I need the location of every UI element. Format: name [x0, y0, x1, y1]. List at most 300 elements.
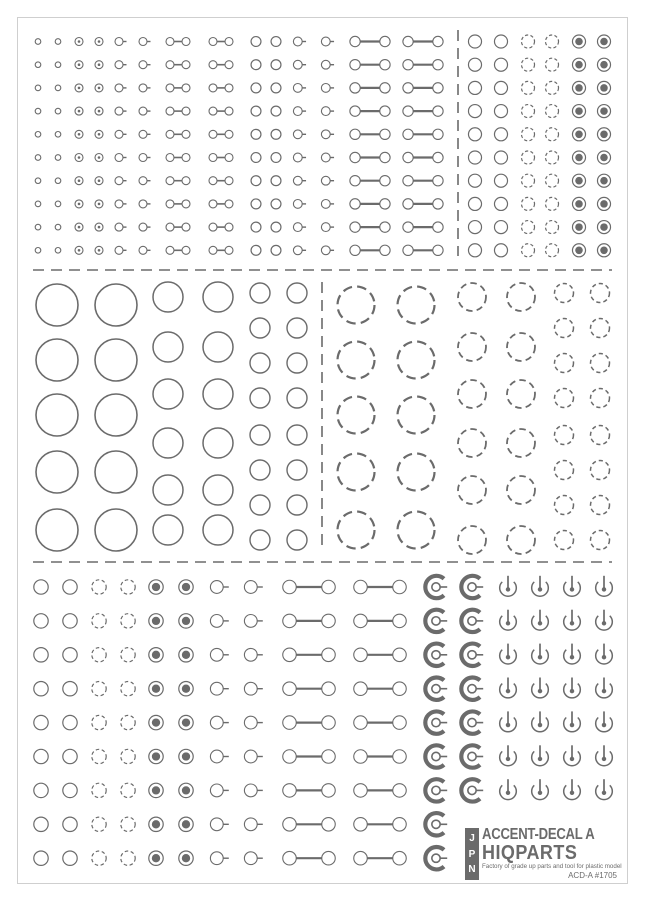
- decal-ring-plain-mark: [271, 199, 281, 209]
- decal-ring-center-dot-mark: [95, 223, 103, 231]
- decal-ring-dashed-mark: [545, 105, 558, 118]
- decal-ring-dashed-mark: [521, 244, 534, 257]
- decal-power-icon-mark: [500, 779, 517, 799]
- product-name: ACCENT-DECAL A: [482, 826, 595, 843]
- jpn-letter-j: J: [469, 832, 475, 844]
- decal-ring-center-dot-mark: [95, 177, 103, 185]
- decal-ring-plain-mark: [494, 128, 507, 141]
- decal-link-long-mark: [354, 648, 407, 662]
- decal-power-icon-mark: [596, 610, 613, 630]
- decal-ring-plain-mark: [271, 37, 281, 47]
- decal-ring-dashed-mark: [121, 783, 135, 797]
- decal-link-short-mark: [166, 84, 190, 92]
- decal-ring-dashed-mark: [121, 648, 135, 662]
- decal-link-long-mark: [283, 580, 336, 594]
- decal-ring-plain-mark: [468, 58, 481, 71]
- decal-dot-ring-mark: [55, 178, 61, 184]
- decal-link-long-mark: [354, 614, 407, 628]
- hiqparts-logo: HIQPARTS: [482, 842, 578, 864]
- decal-ring-filled-dot-mark: [597, 105, 610, 118]
- decal-c-target-icon-mark: [425, 678, 447, 700]
- decal-ring-plain-mark: [251, 106, 261, 116]
- decal-ring-tick-mark: [293, 84, 306, 93]
- decal-ring-filled-dot-mark: [597, 58, 610, 71]
- decal-link-long-mark: [403, 222, 443, 232]
- decal-c-target-icon-mark: [461, 610, 483, 632]
- decal-ring-plain-mark: [271, 83, 281, 93]
- decal-ring-plain-mark: [63, 817, 77, 831]
- decal-link-long-mark: [350, 245, 390, 255]
- decal-dot-ring-mark: [35, 155, 41, 161]
- decal-ring-plain-mark: [34, 851, 48, 865]
- decal-ring-dashed-mark: [521, 128, 534, 141]
- decal-link-long-mark: [354, 716, 407, 730]
- decal-power-icon-mark: [532, 644, 549, 664]
- decal-ring-center-dot-mark: [75, 177, 83, 185]
- decal-ring-tick-mark: [115, 154, 127, 162]
- decal-dot-ring-mark: [35, 201, 41, 207]
- decal-ring-plain-mark: [251, 176, 261, 186]
- decal-ring-dashed-mark: [545, 128, 558, 141]
- decal-dot-ring-mark: [35, 178, 41, 184]
- decal-link-long-mark: [350, 176, 390, 186]
- decal-link-long-mark: [283, 851, 336, 865]
- decal-ring-dashed-mark: [521, 81, 534, 94]
- decal-ring-filled-dot-mark: [572, 174, 585, 187]
- decal-ring-filled-dot-mark: [179, 783, 193, 797]
- decal-ring-dashed-mark: [92, 783, 106, 797]
- decal-ring-plain-mark: [34, 715, 48, 729]
- decal-ring-tick-mark: [210, 615, 228, 628]
- decal-c-target-icon-mark: [425, 813, 447, 835]
- decal-link-long-mark: [350, 222, 390, 232]
- decal-ring-filled-dot-mark: [597, 244, 610, 257]
- decal-ring-tick-mark: [139, 130, 151, 138]
- decal-ring-tick-mark: [139, 200, 151, 208]
- decal-link-long-mark: [403, 83, 443, 93]
- decal-power-icon-mark: [500, 610, 517, 630]
- decal-ring-filled-dot-mark: [597, 197, 610, 210]
- decal-ring-plain-mark: [251, 199, 261, 209]
- decal-power-icon-mark: [532, 678, 549, 698]
- decal-link-long-mark: [403, 176, 443, 186]
- decal-ring-plain-mark: [63, 614, 77, 628]
- decal-ring-plain-mark: [468, 128, 481, 141]
- decal-link-short-mark: [166, 107, 190, 115]
- decal-ring-center-dot-mark: [75, 200, 83, 208]
- decal-ring-tick-mark: [244, 852, 262, 865]
- decal-link-short-mark: [209, 200, 233, 208]
- decal-ring-plain-mark: [34, 749, 48, 763]
- decal-ring-filled-dot-mark: [149, 648, 163, 662]
- decal-ring-tick-mark: [321, 130, 334, 139]
- decal-ring-plain-mark: [468, 174, 481, 187]
- decal-ring-dashed-mark: [521, 221, 534, 234]
- decal-link-long-mark: [350, 36, 390, 46]
- decal-link-long-mark: [283, 682, 336, 696]
- decal-c-target-icon-mark: [461, 644, 483, 666]
- decal-link-short-mark: [166, 154, 190, 162]
- decal-power-icon-mark: [564, 576, 581, 596]
- decal-ring-tick-mark: [139, 177, 151, 185]
- decal-ring-tick-mark: [115, 61, 127, 69]
- decal-ring-plain-mark: [251, 153, 261, 163]
- decal-ring-tick-mark: [210, 784, 228, 797]
- decal-ring-dashed-mark: [92, 682, 106, 696]
- decal-dot-ring-mark: [35, 108, 41, 114]
- decal-ring-plain-mark: [63, 580, 77, 594]
- decal-ring-filled-dot-mark: [597, 221, 610, 234]
- decal-ring-filled-dot-mark: [572, 128, 585, 141]
- decal-ring-plain-mark: [63, 783, 77, 797]
- decal-ring-center-dot-mark: [95, 61, 103, 69]
- decal-link-short-mark: [209, 107, 233, 115]
- decal-ring-tick-mark: [244, 682, 262, 695]
- decal-link-short-mark: [166, 246, 190, 254]
- decal-ring-center-dot-mark: [75, 61, 83, 69]
- decal-link-long-mark: [354, 682, 407, 696]
- decal-power-icon-mark: [500, 678, 517, 698]
- decal-ring-dashed-mark: [92, 851, 106, 865]
- decal-link-long-mark: [350, 199, 390, 209]
- decal-link-long-mark: [403, 36, 443, 46]
- decal-ring-tick-mark: [244, 648, 262, 661]
- decal-link-long-mark: [350, 60, 390, 70]
- decal-power-icon-mark: [596, 644, 613, 664]
- decal-link-long-mark: [354, 851, 407, 865]
- decal-ring-filled-dot-mark: [149, 614, 163, 628]
- decal-ring-filled-dot-mark: [179, 851, 193, 865]
- decal-ring-dashed-mark: [92, 715, 106, 729]
- decal-link-short-mark: [209, 246, 233, 254]
- decal-ring-plain-mark: [34, 580, 48, 594]
- decal-ring-plain-mark: [494, 151, 507, 164]
- decal-ring-dashed-mark: [121, 614, 135, 628]
- decal-ring-filled-dot-mark: [572, 151, 585, 164]
- decal-ring-tick-mark: [210, 648, 228, 661]
- decal-ring-filled-dot-mark: [179, 580, 193, 594]
- decal-link-short-mark: [166, 61, 190, 69]
- decal-ring-plain-mark: [271, 176, 281, 186]
- decal-c-target-icon-mark: [425, 745, 447, 767]
- decal-ring-tick-mark: [210, 818, 228, 831]
- decal-ring-center-dot-mark: [95, 84, 103, 92]
- decal-ring-dashed-mark: [545, 197, 558, 210]
- decal-ring-filled-dot-mark: [597, 174, 610, 187]
- decal-power-icon-mark: [532, 745, 549, 765]
- decal-ring-tick-mark: [210, 581, 228, 594]
- decal-power-icon-mark: [532, 711, 549, 731]
- decal-ring-filled-dot-mark: [179, 648, 193, 662]
- decal-dot-ring-mark: [55, 155, 61, 161]
- decal-ring-tick-mark: [139, 154, 151, 162]
- decal-ring-tick-mark: [244, 750, 262, 763]
- decal-ring-dashed-mark: [121, 817, 135, 831]
- jpn-letter-p: P: [468, 848, 476, 860]
- decal-ring-plain-mark: [271, 129, 281, 139]
- decal-ring-dashed-mark: [521, 35, 534, 48]
- decal-ring-tick-mark: [293, 130, 306, 139]
- decal-ring-plain-mark: [468, 81, 481, 94]
- decal-ring-plain-mark: [271, 106, 281, 116]
- decal-ring-tick-mark: [139, 84, 151, 92]
- decal-link-short-mark: [209, 38, 233, 46]
- decal-ring-tick-mark: [139, 107, 151, 115]
- decal-ring-tick-mark: [321, 84, 334, 93]
- decal-ring-plain-mark: [468, 35, 481, 48]
- decal-ring-plain-mark: [494, 35, 507, 48]
- decal-ring-plain-mark: [251, 60, 261, 70]
- decal-dot-ring-mark: [55, 108, 61, 114]
- decal-power-icon-mark: [532, 576, 549, 596]
- decal-ring-filled-dot-mark: [179, 749, 193, 763]
- decal-ring-filled-dot-mark: [179, 817, 193, 831]
- decal-ring-dashed-mark: [545, 81, 558, 94]
- decal-ring-dashed-mark: [92, 614, 106, 628]
- decal-ring-filled-dot-mark: [179, 614, 193, 628]
- decal-ring-tick-mark: [293, 176, 306, 185]
- decal-link-long-mark: [354, 580, 407, 594]
- decal-c-target-icon-mark: [461, 678, 483, 700]
- decal-ring-tick-mark: [293, 246, 306, 255]
- decal-link-short-mark: [166, 223, 190, 231]
- decal-ring-dashed-mark: [545, 174, 558, 187]
- decal-power-icon-mark: [500, 745, 517, 765]
- decal-link-long-mark: [403, 152, 443, 162]
- decal-c-target-icon-mark: [425, 644, 447, 666]
- decal-ring-plain-mark: [63, 648, 77, 662]
- decal-c-target-icon-mark: [425, 576, 447, 598]
- decal-power-icon-mark: [500, 576, 517, 596]
- decal-power-icon-mark: [532, 779, 549, 799]
- decal-dot-ring-mark: [55, 39, 61, 45]
- decal-link-short-mark: [166, 177, 190, 185]
- decal-ring-tick-mark: [115, 200, 127, 208]
- decal-c-target-icon-mark: [425, 610, 447, 632]
- decal-ring-center-dot-mark: [95, 130, 103, 138]
- decal-power-icon-mark: [564, 644, 581, 664]
- decal-ring-plain-mark: [63, 749, 77, 763]
- decal-ring-filled-dot-mark: [597, 128, 610, 141]
- decal-ring-plain-mark: [251, 37, 261, 47]
- decal-ring-tick-mark: [321, 60, 334, 69]
- decal-ring-center-dot-mark: [95, 246, 103, 254]
- decal-ring-plain-mark: [34, 614, 48, 628]
- decal-power-icon-mark: [564, 711, 581, 731]
- decal-ring-tick-mark: [139, 38, 151, 46]
- decal-ring-dashed-mark: [121, 715, 135, 729]
- decal-ring-tick-mark: [139, 246, 151, 254]
- decal-ring-plain-mark: [494, 174, 507, 187]
- decal-ring-tick-mark: [244, 784, 262, 797]
- decal-c-target-icon-mark: [425, 711, 447, 733]
- decal-ring-dashed-mark: [92, 580, 106, 594]
- decal-link-long-mark: [350, 106, 390, 116]
- decal-ring-plain-mark: [34, 648, 48, 662]
- decal-ring-filled-dot-mark: [597, 151, 610, 164]
- decal-link-long-mark: [283, 614, 336, 628]
- decal-link-short-mark: [209, 130, 233, 138]
- decal-ring-dashed-mark: [121, 580, 135, 594]
- decal-c-target-icon-mark: [461, 711, 483, 733]
- decal-ring-filled-dot-mark: [149, 851, 163, 865]
- decal-ring-plain-mark: [251, 245, 261, 255]
- decal-link-long-mark: [403, 60, 443, 70]
- decal-dot-ring-mark: [55, 62, 61, 68]
- decal-ring-tick-mark: [293, 60, 306, 69]
- decal-ring-filled-dot-mark: [572, 81, 585, 94]
- decal-ring-tick-mark: [293, 223, 306, 232]
- decal-ring-center-dot-mark: [75, 84, 83, 92]
- decal-ring-plain-mark: [468, 105, 481, 118]
- decal-power-icon-mark: [564, 745, 581, 765]
- product-code: ACD-A #1705: [568, 871, 617, 880]
- decal-power-icon-mark: [596, 779, 613, 799]
- decal-ring-tick-mark: [210, 852, 228, 865]
- decal-ring-plain-mark: [494, 58, 507, 71]
- decal-ring-tick-mark: [244, 581, 262, 594]
- decal-ring-tick-mark: [321, 107, 334, 116]
- decal-ring-center-dot-mark: [95, 38, 103, 46]
- decal-power-icon-mark: [564, 678, 581, 698]
- decal-ring-tick-mark: [321, 200, 334, 209]
- decal-ring-tick-mark: [293, 37, 306, 46]
- decal-dot-ring-mark: [55, 85, 61, 91]
- decal-c-target-icon-mark: [461, 576, 483, 598]
- decal-ring-tick-mark: [115, 177, 127, 185]
- decal-ring-center-dot-mark: [75, 154, 83, 162]
- decal-dot-ring-mark: [35, 224, 41, 230]
- decal-ring-filled-dot-mark: [572, 221, 585, 234]
- decal-c-target-icon-mark: [461, 779, 483, 801]
- decal-link-long-mark: [350, 152, 390, 162]
- decal-ring-dashed-mark: [545, 151, 558, 164]
- decal-ring-plain-mark: [34, 817, 48, 831]
- decal-dot-ring-mark: [55, 132, 61, 138]
- decal-ring-plain-mark: [468, 151, 481, 164]
- decal-power-icon-mark: [532, 610, 549, 630]
- decal-link-short-mark: [209, 61, 233, 69]
- decal-ring-tick-mark: [210, 750, 228, 763]
- decal-ring-tick-mark: [321, 153, 334, 162]
- decal-link-short-mark: [209, 84, 233, 92]
- decal-ring-tick-mark: [244, 716, 262, 729]
- decal-link-long-mark: [403, 199, 443, 209]
- decal-ring-plain-mark: [468, 221, 481, 234]
- decal-ring-tick-mark: [321, 176, 334, 185]
- decal-ring-tick-mark: [139, 223, 151, 231]
- decal-ring-dashed-mark: [521, 197, 534, 210]
- decal-ring-plain-mark: [251, 222, 261, 232]
- decal-ring-plain-mark: [34, 682, 48, 696]
- decal-ring-tick-mark: [244, 615, 262, 628]
- decal-ring-dashed-mark: [545, 244, 558, 257]
- decal-ring-filled-dot-mark: [149, 749, 163, 763]
- decal-ring-dashed-mark: [545, 58, 558, 71]
- decal-ring-plain-mark: [271, 245, 281, 255]
- decal-ring-center-dot-mark: [95, 200, 103, 208]
- decal-ring-tick-mark: [293, 153, 306, 162]
- decal-ring-filled-dot-mark: [572, 35, 585, 48]
- decal-ring-tick-mark: [115, 246, 127, 254]
- decal-ring-dashed-mark: [521, 151, 534, 164]
- decal-dot-ring-mark: [55, 248, 61, 254]
- decal-ring-dashed-mark: [92, 749, 106, 763]
- jpn-badge: [465, 828, 479, 880]
- decal-link-long-mark: [403, 106, 443, 116]
- decal-ring-tick-mark: [139, 61, 151, 69]
- decal-ring-tick-mark: [244, 818, 262, 831]
- decal-ring-filled-dot-mark: [597, 81, 610, 94]
- decal-ring-tick-mark: [321, 37, 334, 46]
- decal-ring-dashed-mark: [121, 682, 135, 696]
- decal-ring-filled-dot-mark: [572, 105, 585, 118]
- decal-ring-plain-mark: [63, 682, 77, 696]
- jpn-letter-n: N: [468, 864, 476, 876]
- decal-ring-filled-dot-mark: [149, 682, 163, 696]
- decal-ring-center-dot-mark: [95, 154, 103, 162]
- decal-ring-dashed-mark: [121, 851, 135, 865]
- decal-ring-center-dot-mark: [75, 130, 83, 138]
- decal-ring-dashed-mark: [521, 58, 534, 71]
- decal-power-icon-mark: [596, 576, 613, 596]
- decal-ring-center-dot-mark: [75, 107, 83, 115]
- decal-ring-filled-dot-mark: [149, 783, 163, 797]
- decal-link-long-mark: [350, 83, 390, 93]
- decal-ring-plain-mark: [468, 244, 481, 257]
- decal-ring-plain-mark: [271, 222, 281, 232]
- decal-ring-filled-dot-mark: [149, 715, 163, 729]
- decal-ring-dashed-mark: [521, 174, 534, 187]
- decal-link-long-mark: [350, 129, 390, 139]
- decal-ring-plain-mark: [468, 197, 481, 210]
- decal-ring-plain-mark: [34, 783, 48, 797]
- decal-ring-plain-mark: [251, 83, 261, 93]
- brand-block: [465, 826, 622, 882]
- decal-link-long-mark: [403, 245, 443, 255]
- decal-ring-plain-mark: [494, 197, 507, 210]
- decal-power-icon-mark: [500, 644, 517, 664]
- decal-ring-tick-mark: [115, 84, 127, 92]
- decal-ring-filled-dot-mark: [597, 35, 610, 48]
- decal-ring-plain-mark: [494, 81, 507, 94]
- brand-tagline: Factory of grade up parts and tool for plastic model: [482, 863, 622, 870]
- decal-dot-ring-mark: [35, 39, 41, 45]
- decal-ring-tick-mark: [321, 246, 334, 255]
- decal-ring-dashed-mark: [121, 749, 135, 763]
- decal-dot-ring-mark: [35, 132, 41, 138]
- decal-dot-ring-mark: [55, 201, 61, 207]
- decal-dot-ring-mark: [35, 248, 41, 254]
- decal-ring-plain-mark: [251, 129, 261, 139]
- decal-link-short-mark: [166, 130, 190, 138]
- decal-ring-dashed-mark: [521, 105, 534, 118]
- decal-ring-tick-mark: [115, 107, 127, 115]
- decal-link-long-mark: [354, 818, 407, 832]
- decal-link-short-mark: [209, 223, 233, 231]
- decal-ring-filled-dot-mark: [572, 197, 585, 210]
- decal-ring-plain-mark: [63, 715, 77, 729]
- decal-ring-dashed-mark: [545, 221, 558, 234]
- decal-ring-filled-dot-mark: [149, 817, 163, 831]
- decal-ring-filled-dot-mark: [179, 682, 193, 696]
- decal-link-long-mark: [283, 818, 336, 832]
- decal-ring-dashed-mark: [92, 817, 106, 831]
- decal-ring-plain-mark: [494, 244, 507, 257]
- decal-dot-ring-mark: [35, 62, 41, 68]
- decal-link-short-mark: [209, 154, 233, 162]
- decal-link-long-mark: [283, 716, 336, 730]
